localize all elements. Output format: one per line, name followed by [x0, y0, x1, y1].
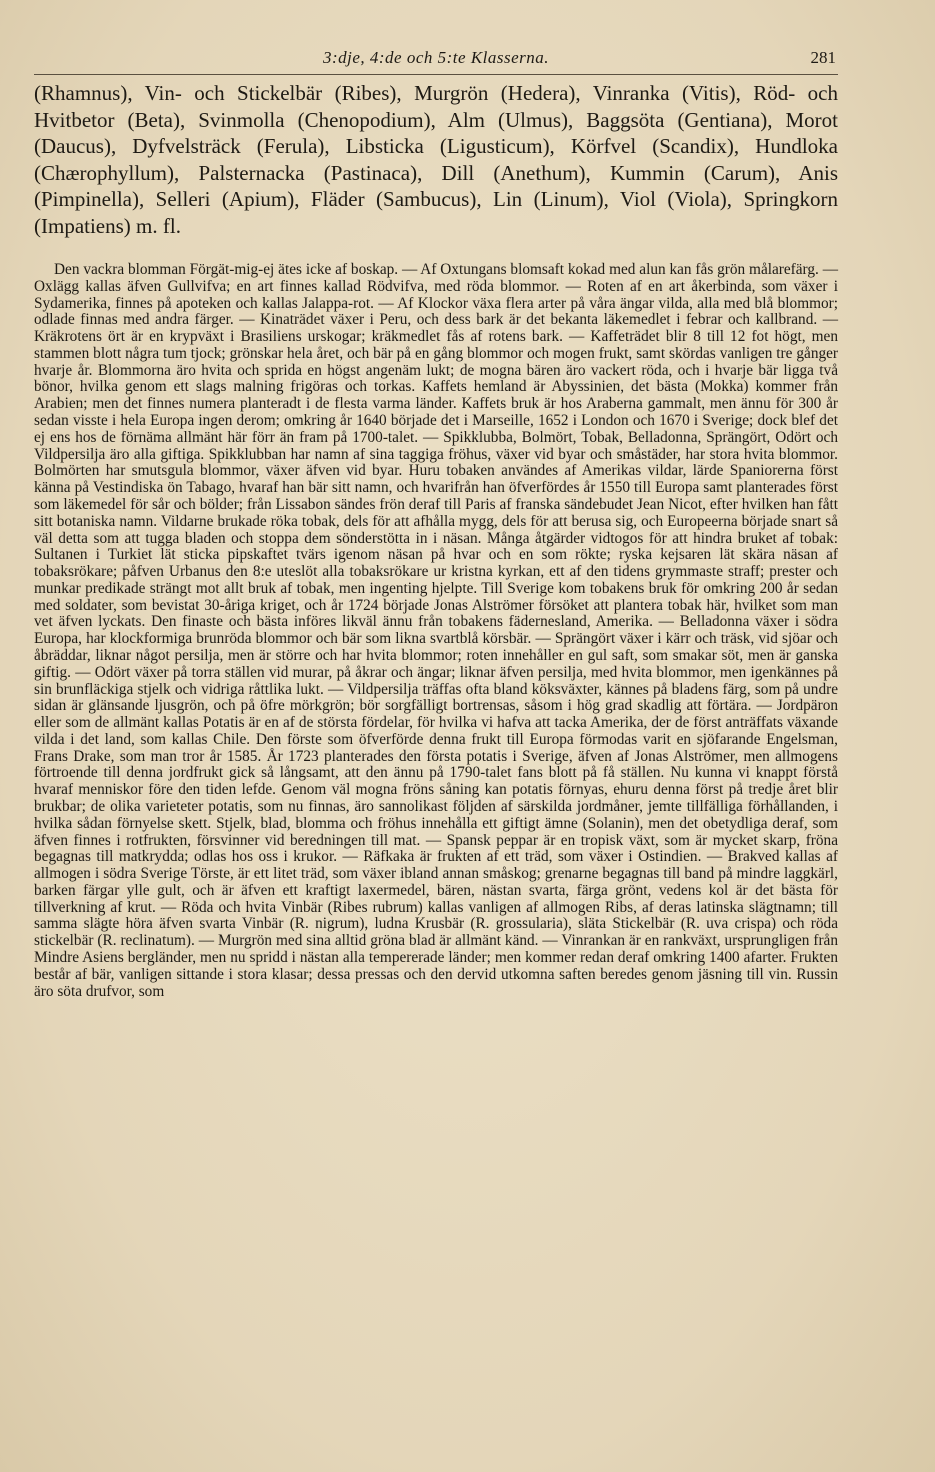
plant-list-paragraph: (Rhamnus), Vin- och Stickelbär (Ribes), Murgrön (Hedera), Vinranka (Vitis), Röd- och Hvitbetor (Beta), Svinmolla (Chenopodium), Alm (Ulmus), Baggsöta (Gentiana), Morot (Daucus), Dyfvelsträck (Ferula), Libsticka (Ligusticum), Körfvel (Scandix), Hundloka (Chærophyllum), Palsternacka (Pastinaca), Dill (Anethum), Kummin (Carum), Anis (Pimpinella), Selleri (Apium), Fläder (Sambucus), Lin (Linum), Viol (Viola), Springkorn (Impatiens) m. fl. [34, 81, 838, 238]
running-header [36, 48, 836, 72]
header-rule [34, 74, 838, 75]
page-number: 281 [810, 48, 836, 67]
chapter-title: 3:dje, 4:de och 5:te Klasserna. [322, 48, 550, 67]
body-text: Den vackra blomman Förgät-mig-ej ätes icke af boskap. — Af Oxtungans blomsaft kokad med alun kan fås grön målarefärg. — Oxlägg kallas äfven Gullvifva; en art finnes kallad Rödvifva, med röda blommor. — Roten af en art åkerbinda, som växer i Sydamerika, finnes på apoteken och kallas Jalappa-rot. — Af Klockor växa flera arter på våra ängar vilda, alla med blå blommor; odlade finnas med andra färger. — Kinaträdet växer i Peru, och dess bark är det bekanta läkemedlet i febrar och kallbrand. — Kräkrotens ört är en krypväxt i Brasiliens urskogar; kräkmedlet fås af rotens bark. — Kaffeträdet blir 8 till 12 fot högt, men stammen blott några tum tjock; grönskar hela året, och bär på en gång blommor och mogen frukt, samt skördas vanligen tre gånger hvarje år. Blommorna äro hvita och sprida en högst angenäm lukt; de mogna bären äro vackert röda, och i hvarje bär ligga två bönor, hvilka genom ett slags malning frigöras och torkas. Kaffets hemland är Abyssinien, det bästa (Mokka) kommer från Arabien; men det finnes numera planteradt i de flesta varma länder. Kaffets bruk är hos Araberna gammalt, men ännu för 300 år sedan visste i hela Europa ingen derom; omkring år 1640 började det i Marseille, 1652 i London och 1670 i Sverige; dock blef det ej ens hos de förnäma allmänt här förr än fram på 1700-talet. — Spikklubba, Bolmört, Tobak, Belladonna, Sprängört, Odört och Vildpersilja äro alla giftiga. Spikklubban har namn af sina taggiga fröhus, växer vid byar och småstäder, har stora hvita blommor. Bolmörten har smutsgula blommor, växer äfven vid byar. Huru tobaken användes af Amerikas vildar, lärde Spaniorerna först känna på Vestindiska ön Tabago, hvaraf han bär sitt namn, och hvarifrån han öfverfördes år 1550 till Europa samt planterades först som läkemedel för sår och bölder; från Lissabon sändes frön deraf till Paris af franska sändebudet Jean Nicot, efter hvilken han fått sitt botaniska namn. Vildarne brukade röka tobak, dels för att afhålla mygg, dels för att berusa sig, och Europeerna började snart så väl detta som att tugga bladen och stoppa dem sönderstötta in i näsan. Många åtgärder vidtogos för att hindra bruket af tobak: Sultanen i Turkiet lät sticka pipskaftet tvärs igenom näsan på hvar och en som rökte; ryska kejsaren lät skära näsan af tobaksrökare; påfven Urbanus den 8:e uteslöt alla tobaksrökare ur kristna kyrkan, ett af den tidens grymmaste straff; prester och munkar predikade strängt mot allt bruk af tobak, men ingenting hjelpte. Till Sverige kom tobakens bruk för omkring 200 år sedan med soldater, som bevistat 30-åriga kriget, och år 1724 började Jonas Alströmer försöket att plantera tobak här, hvilket som man vet äfven lyckats. Den finaste och bästa införes likväl ännu från tobakens fädernesland, Amerika. — Belladonna växer i södra Europa, har klockformiga brunröda blommor och bär som likna svartblå körsbär. — Sprängört växer i kärr och träsk, vid sjöar och åbräddar, liknar något persilja, men är större och har hvita blommor; roten innehåller en gul saft, som smakar söt, men är ganska giftig. — Odört växer på torra ställen vid murar, på åkrar och ängar; liknar äfven persilja, med hvita blommor, men igenkännes på sin brunfläckiga stjelk och vidriga råttlika lukt. — Vildpersilja träffas ofta bland köksväxter, kännes på bladens färg, som på undre sidan är glänsande ljusgrön, och på öfre mörkgrön; bör sorgfälligt bortrensas, såsom i hög grad skadlig att förtära. — Jordpäron eller som de allmänt kallas Potatis är en af de största fördelar, för hvilka vi hafva att tacka Amerika, der de först anträffats växande vilda i det land, som kallas Chile. Den förste som öfverförde denna frukt till Europa förmodas varit en sjöfarande Engelsman, Frans Drake, som man tror år 1585. År 1723 planterades den första potatis i Sverige, äfven af Jonas Alströmer, men allmogens förtroende till denna jordfrukt gick så långsamt, att den ännu på 1790-talet fans blott på få ställen. Nu kunna vi knappt förstå hvaraf menniskor före den tiden lefde. Genom väl mogna fröns såning kan potatis förnyas, ehuru denna först på tredje året blir brukbar; de olika varieteter potatis, som nu finnas, äro sannolikast följden af särskilda jordmåner, jemte tillfälliga förhållanden, i hvilka sådan förnyelse skett. Stjelk, blad, blomma och fröhus innehålla ett giftigt ämne (Solanin), men det obetydliga deraf, som äfven finnes i rotfrukten, försvinner vid beredningen till mat. — Spansk peppar är en tropisk växt, som är mycket skarp, fröna begagnas till matkrydda; odlas hos oss i krukor. — Räfkaka är frukten af ett träd, som växer i Ostindien. — Brakved kallas af allmogen i södra Sverige Törste, är ett litet träd, som växer ibland annan småskog; grenarne begagnas till band på mindre laggkärl, barken färgar ylle gult, och är äfven ett kraftigt laxermedel, bären, nästan svarta, färga grönt, vedens kol är det bästa för tillverkning af krut. — Röda och hvita Vinbär (Ribes rubrum) kallas vanligen af allmogen Ribs, af deras latinska slägtnamn; till samma slägte höra äfven svarta Vinbär (R. nigrum), ludna Krusbär (R. grossularia), släta Stickelbär (R. uva crispa) och röda stickelbär (R. reclinatum). — Murgrön med sina alltid gröna blad är allmänt känd. — Vinrankan är en rankväxt, ursprungligen från Mindre Asiens bergländer, men nu spridd i nästan alla tempererade länder; men kommer redan deraf omkring 1400 afarter. Frukten består af bär, vanligen sittande i stora klasar; dessa pressas och den dervid utkomna saften beredes genom jäsning till vin. Russin äro söta drufvor, som [34, 261, 838, 1000]
